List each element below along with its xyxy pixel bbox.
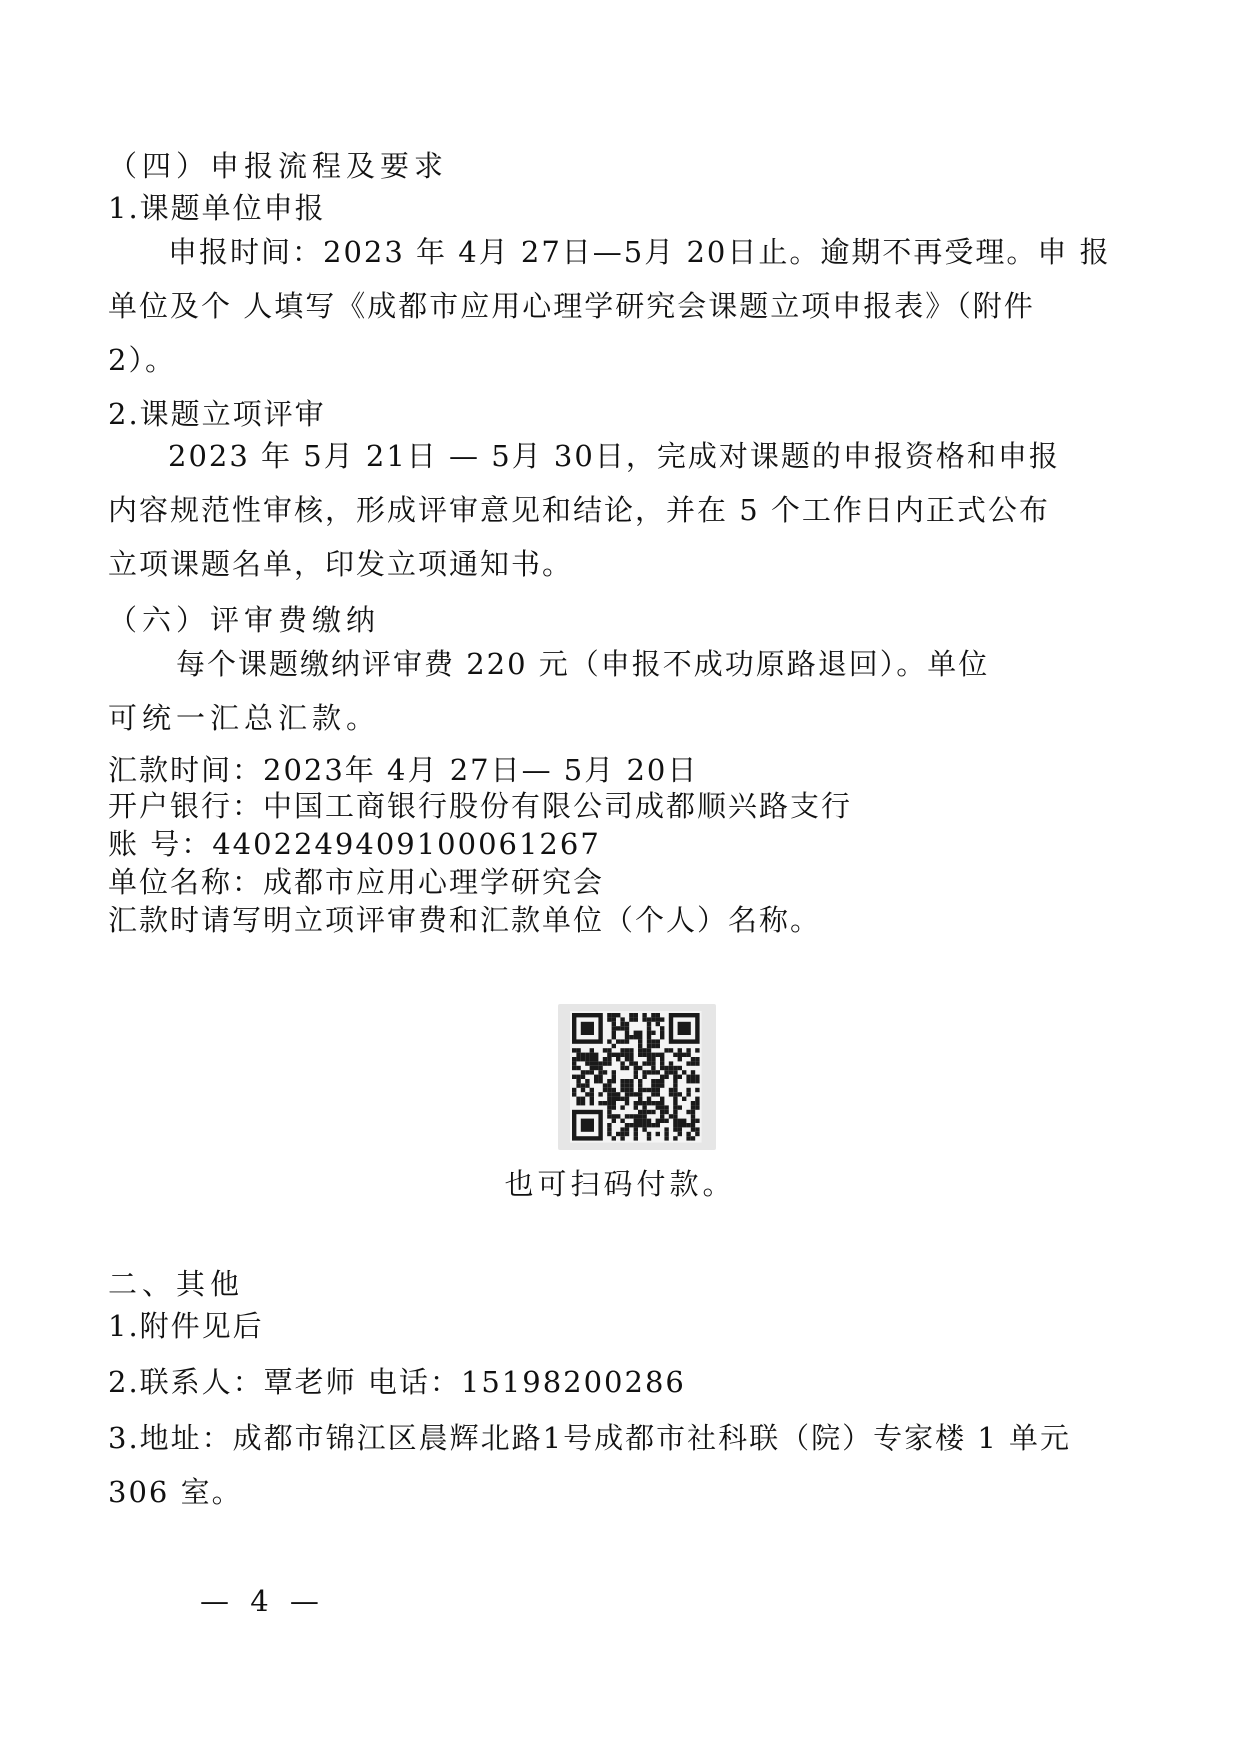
item-1-line-3: 2）。 [108, 343, 176, 377]
other-item-1: 1.附件见后 [108, 1309, 264, 1343]
item-1-line-1: 申报时间：2023 年 4月 27日—5月 20日止。逾期不再受理。申 报 [168, 235, 1111, 269]
remit-note: 汇款时请写明立项评审费和汇款单位（个人）名称。 [108, 903, 822, 937]
section-6-heading: （六）评审费缴纳 [108, 603, 381, 637]
item-2-line-2: 内容规范性审核，形成评审意见和结论，并在 5 个工作日内正式公布 [108, 493, 1050, 527]
item-2-line-1: 2023 年 5月 21日 — 5月 30日，完成对课题的申报资格和申报 [168, 439, 1060, 473]
item-2-title: 2.课题立项评审 [108, 397, 326, 431]
qr-code-icon [558, 1004, 716, 1150]
fee-line-1: 每个课题缴纳评审费 220 元（申报不成功原路退回）。单位 [176, 647, 990, 681]
qr-caption: 也可扫码付款。 [504, 1167, 736, 1201]
other-item-3-line-1: 3.地址：成都市锦江区晨辉北路1号成都市社科联（院）专家楼 1 单元 [108, 1421, 1072, 1455]
fee-line-2: 可统一汇总汇款。 [108, 701, 381, 735]
item-2-line-3: 立项课题名单，印发立项通知书。 [108, 547, 574, 581]
page-number: — 4 — [200, 1584, 325, 1618]
bank-name: 开户银行：中国工商银行股份有限公司成都顺兴路支行 [108, 789, 853, 823]
section-4-heading: （四）申报流程及要求 [108, 149, 449, 183]
item-1-title: 1.课题单位申报 [108, 191, 326, 225]
other-item-3-line-2: 306 室。 [108, 1475, 243, 1509]
unit-name: 单位名称：成都市应用心理学研究会 [108, 865, 605, 899]
item-1-line-2: 单位及个 人填写《成都市应用心理学研究会课题立项申报表》（附件 [108, 289, 1035, 323]
payment-qr-code [558, 1004, 716, 1150]
section-other-heading: 二、其他 [108, 1267, 245, 1301]
remit-time: 汇款时间：2023年 4月 27日— 5月 20日 [108, 753, 699, 787]
account-number: 账 号：4402249409100061267 [108, 827, 601, 861]
other-item-2: 2.联系人：覃老师 电话：15198200286 [108, 1365, 686, 1399]
